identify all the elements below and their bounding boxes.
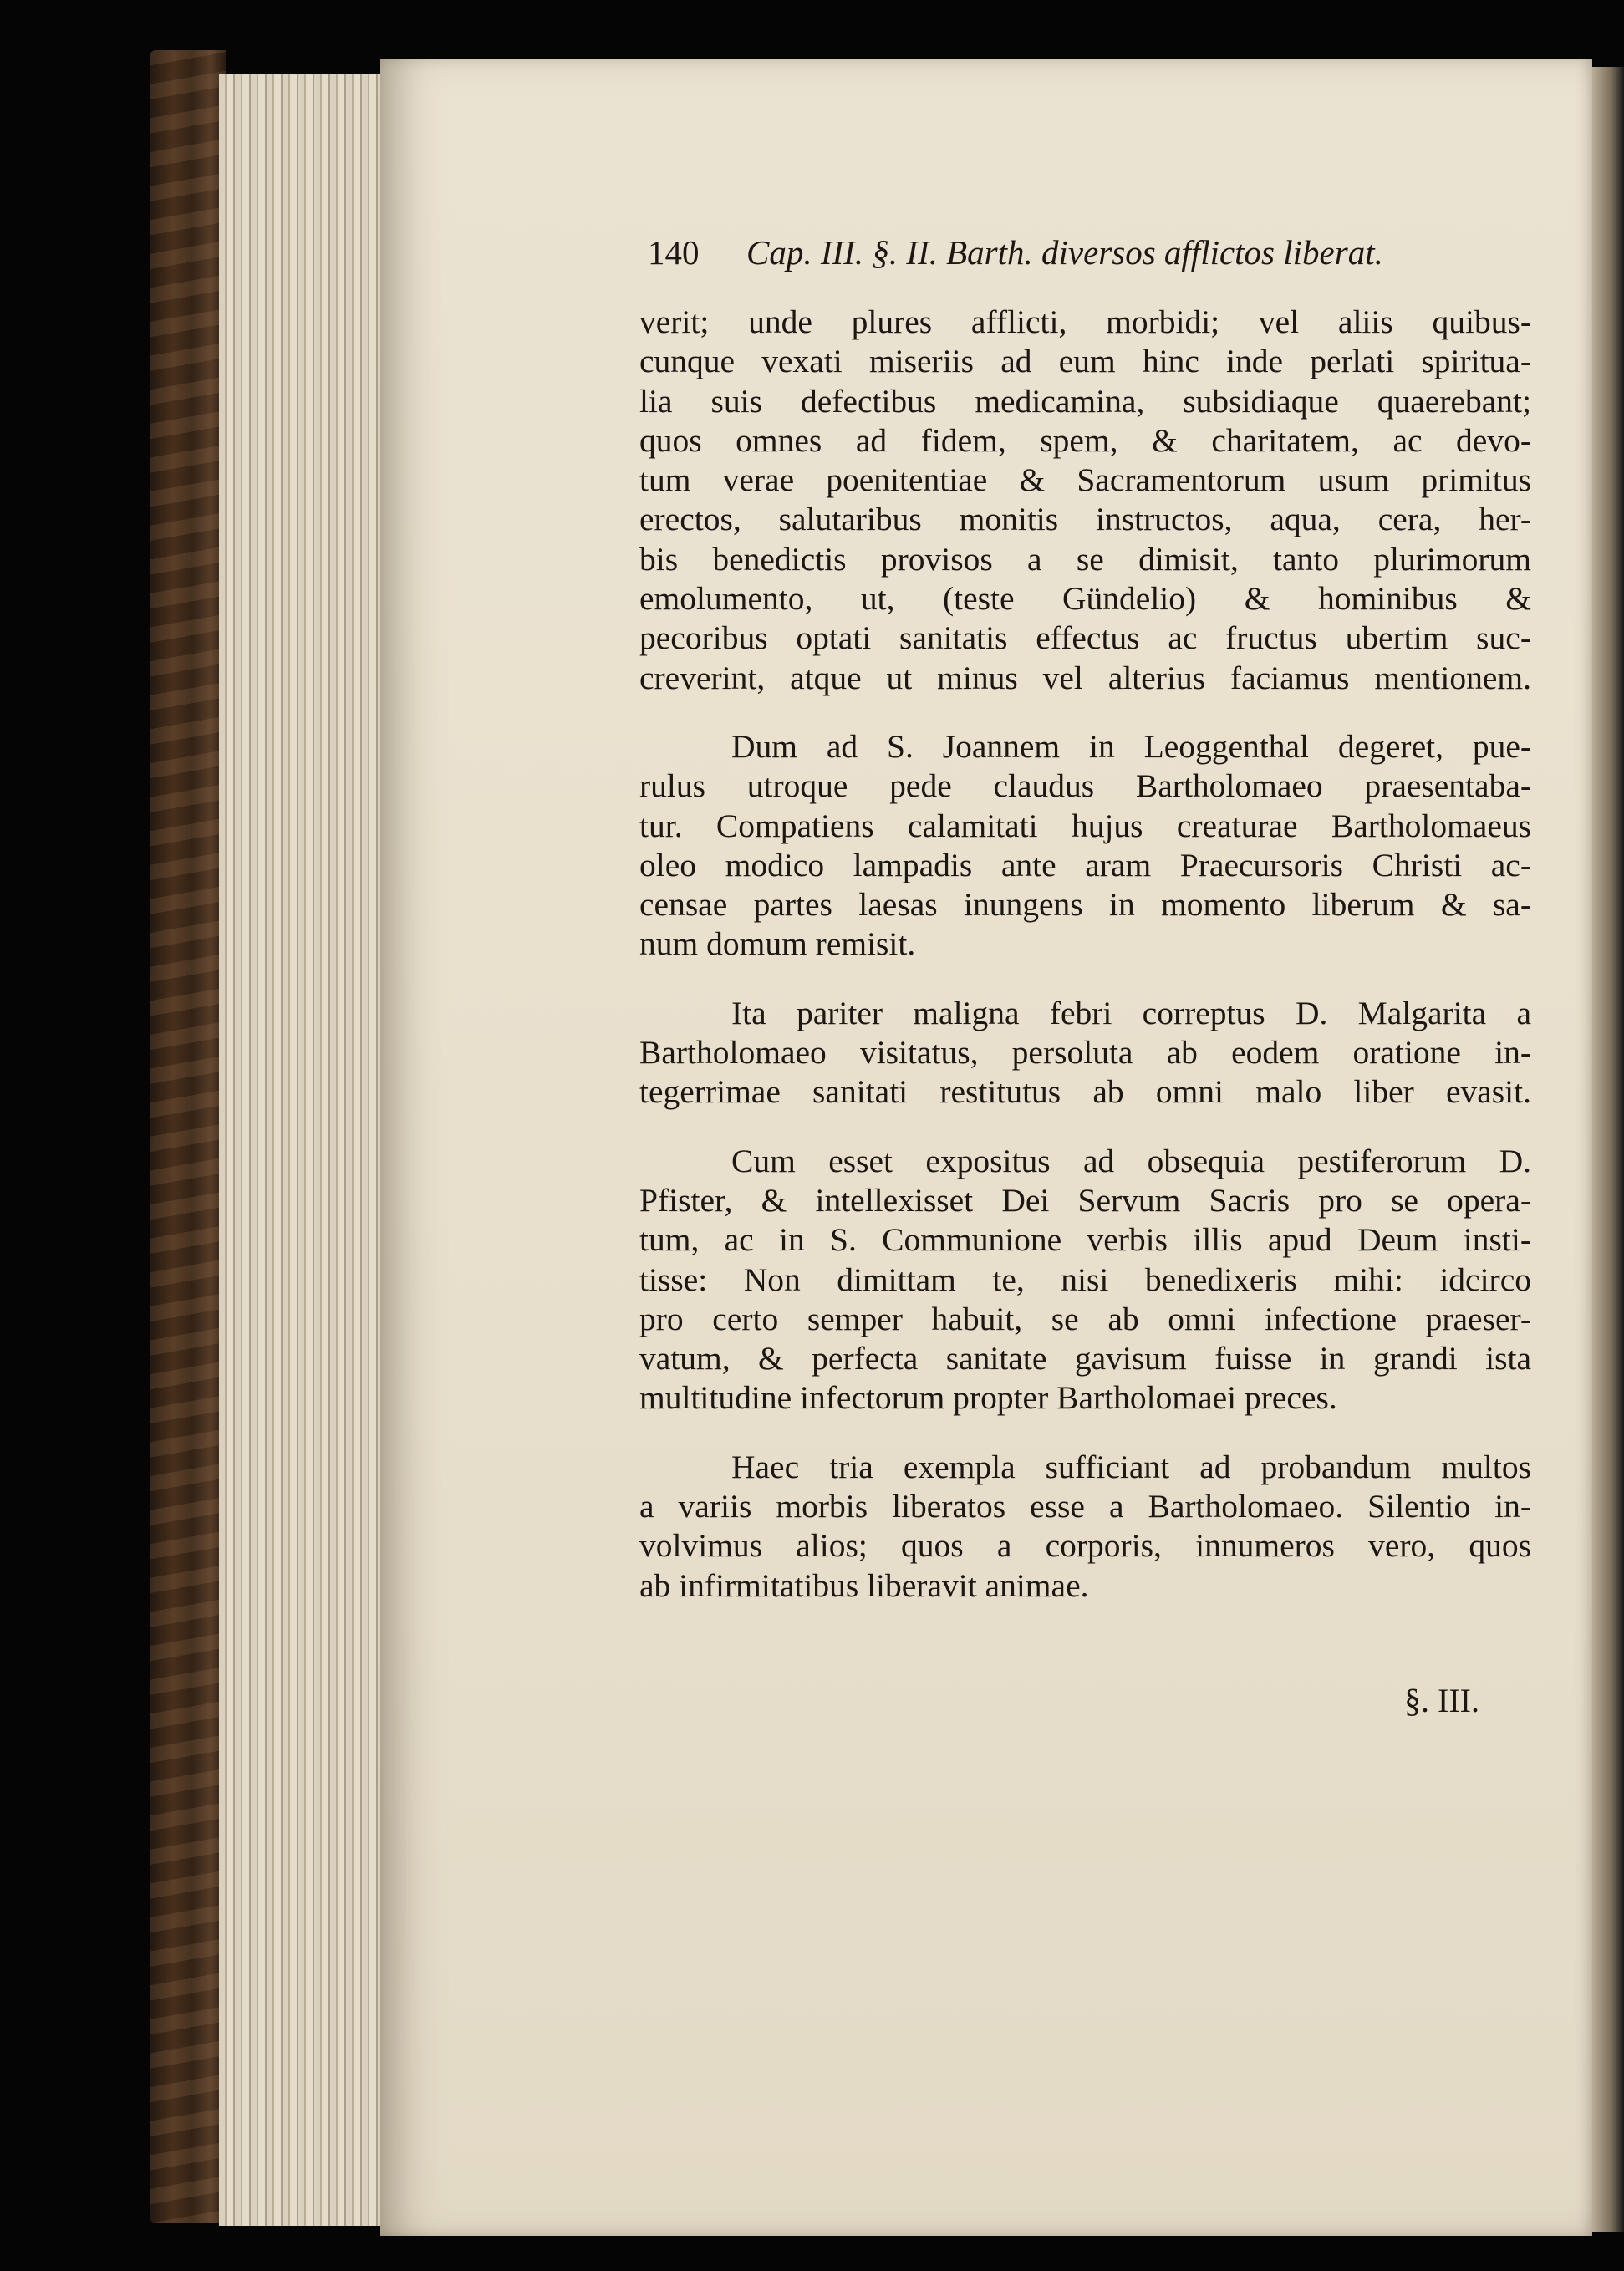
text-line: num domum remisit. bbox=[639, 925, 916, 963]
page-number: 140 bbox=[648, 233, 700, 272]
body-text bbox=[639, 303, 1531, 1635]
text-line: verit; unde plures afflicti, morbidi; vel aliis quibus- bbox=[639, 303, 1531, 340]
text-line: lia suis defectibus medicamina, subsidiaque quaerebant; bbox=[639, 382, 1531, 420]
text-line: tur. Compatiens calamitati hujus creaturae Bartholomaeus bbox=[639, 807, 1531, 844]
text-line: tum verae poenitentiae & Sacramentorum usum primitus bbox=[639, 461, 1531, 499]
text-line: vatum, & perfecta sanitate gavisum fuisse in grandi ista bbox=[639, 1340, 1531, 1377]
text-line: Cum esset expositus ad obsequia pestiferorum D. bbox=[731, 1142, 1531, 1179]
text-line: pro certo semper habuit, se ab omni infectione praeser- bbox=[639, 1300, 1531, 1337]
text-line: Bartholomaeo visitatus, persoluta ab eodem oratione in- bbox=[639, 1034, 1531, 1072]
book-spine bbox=[150, 50, 226, 2223]
text-line: quos omnes ad fidem, spem, & charitatem, ac devo- bbox=[639, 421, 1531, 459]
text-line: multitudine infectorum propter Bartholomaei preces. bbox=[639, 1379, 1337, 1417]
text-line: bis benedictis provisos a se dimisit, tanto plurimorum bbox=[639, 540, 1531, 578]
page-edges bbox=[219, 74, 386, 2226]
text-line: tisse: Non dimittam te, nisi benedixeris mihi: idcirco bbox=[639, 1260, 1531, 1298]
paragraph-3 bbox=[639, 994, 1531, 1113]
text-line: erectos, salutaribus monitis instructos, aqua, cera, her- bbox=[639, 501, 1531, 538]
running-header bbox=[648, 232, 1517, 279]
paragraph-5 bbox=[639, 1448, 1531, 1606]
facing-page-edge bbox=[1592, 67, 1624, 2232]
text-line: a variis morbis liberatos esse a Bartholomaeo. Silentio in- bbox=[639, 1488, 1531, 1525]
text-line: pecoribus optati sanitatis effectus ac fructus ubertim suc- bbox=[639, 619, 1531, 657]
text-line: tegerrimae sanitati restitutus ab omni malo liber evasit. bbox=[639, 1073, 1531, 1111]
catchword: §. III. bbox=[1404, 1682, 1479, 1719]
text-line: tum, ac in S. Communione verbis illis apud Deum insti- bbox=[639, 1221, 1531, 1259]
text-line: Pfister, & intellexisset Dei Servum Sacris pro se opera- bbox=[639, 1181, 1531, 1219]
text-line: volvimus alios; quos a corporis, innumeros vero, quos bbox=[639, 1527, 1531, 1565]
text-line: emolumento, ut, (teste Gündelio) & hominibus & bbox=[639, 580, 1531, 618]
text-line: Haec tria exempla sufficiant ad probandum multos bbox=[731, 1448, 1531, 1485]
text-line: oleo modico lampadis ante aram Praecursoris Christi ac- bbox=[639, 846, 1531, 883]
text-line: censae partes laesas inungens in momento liberum & sa- bbox=[639, 886, 1531, 924]
text-line: Ita pariter maligna febri correptus D. Malgarita a bbox=[731, 994, 1531, 1031]
paragraph-1 bbox=[639, 303, 1531, 698]
text-line: Dum ad S. Joannem in Leoggenthal degeret, pue- bbox=[731, 727, 1531, 765]
text-line: rulus utroque pede claudus Bartholomaeo praesentaba- bbox=[639, 767, 1531, 805]
paragraph-2 bbox=[639, 727, 1531, 965]
paragraph-4 bbox=[639, 1142, 1531, 1418]
text-line: creverint, atque ut minus vel alterius faciamus mentionem. bbox=[639, 659, 1531, 696]
text-line: ab infirmitatibus liberavit animae. bbox=[639, 1566, 1089, 1604]
running-title: Cap. III. §. II. Barth. diversos afflictos liberat. bbox=[746, 233, 1383, 272]
text-line: cunque vexati miseriis ad eum hinc inde perlati spiritua- bbox=[639, 343, 1531, 380]
